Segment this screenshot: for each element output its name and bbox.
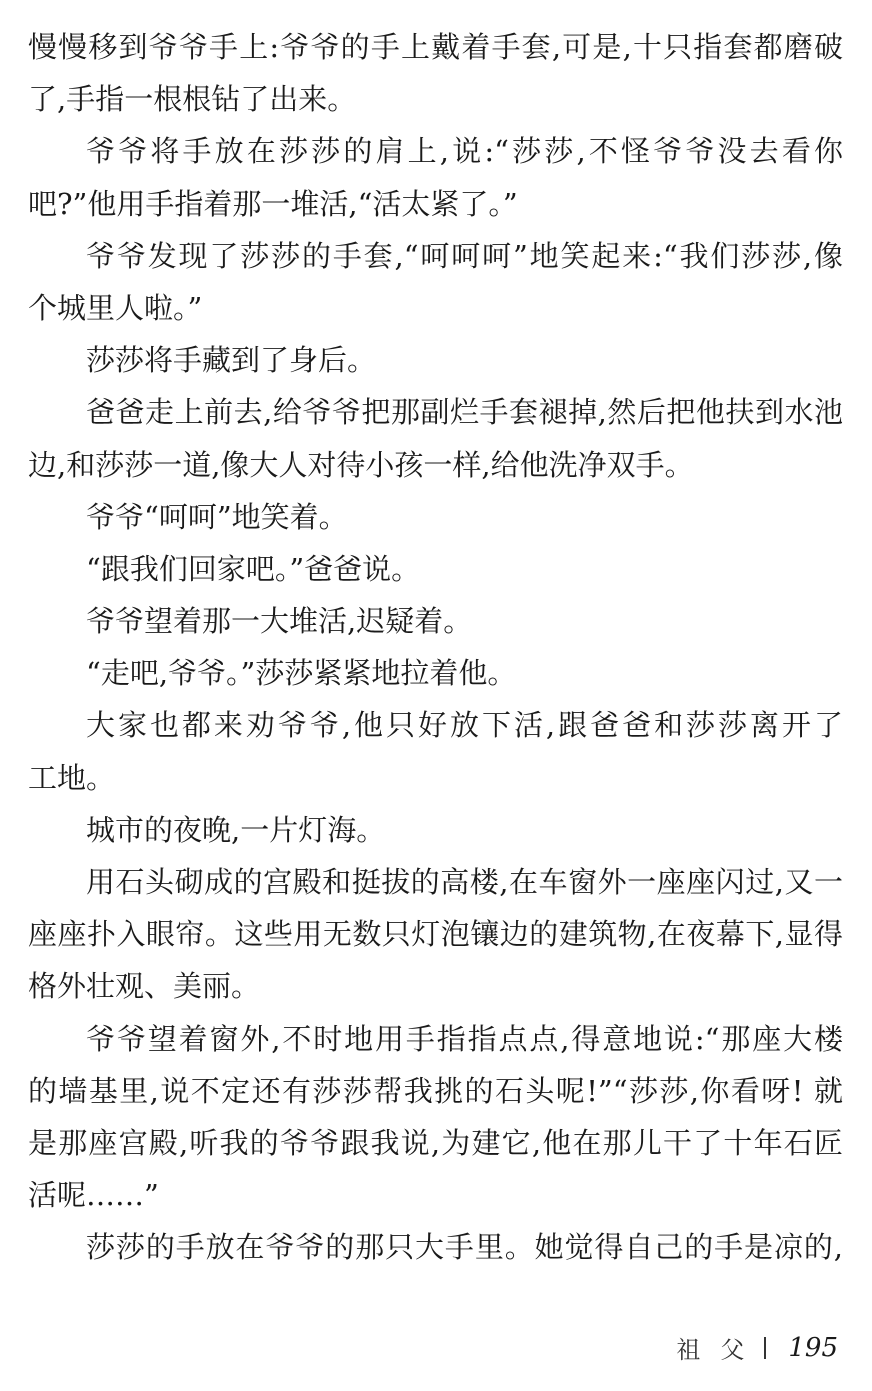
footer-divider [764,1337,766,1359]
text-line: 活呢……” [28,1178,159,1213]
page-footer [676,1330,838,1365]
text-line: 大家也都来劝爷爷,他只好放下活,跟爸爸和莎莎离开了 [86,708,843,743]
body-text [28,21,843,1274]
text-line: 是那座宫殿,听我的爷爷跟我说,为建它,他在那儿干了十年石匠 [28,1125,843,1160]
text-line: 爸爸走上前去,给爷爷把那副烂手套褪掉,然后把他扶到水池 [86,395,843,430]
text-line: “跟我们回家吧。”爸爸说。 [86,551,421,586]
chapter-title: 祖父 [676,1336,765,1364]
text-line: 爷爷发现了莎莎的手套,“呵呵呵”地笑起来:“我们莎莎,像 [86,238,843,273]
text-line: 吧?”他用手指着那一堆活,“活太紧了。” [28,186,518,221]
text-line: 座座扑入眼帘。这些用无数只灯泡镶边的建筑物,在夜幕下,显得 [28,917,843,952]
text-line: 边,和莎莎一道,像大人对待小孩一样,给他洗净双手。 [28,447,694,482]
text-line: 莎莎将手藏到了身后。 [86,343,377,378]
text-line: 爷爷“呵呵”地笑着。 [86,499,348,534]
text-line: 爷爷望着那一大堆活,迟疑着。 [86,604,473,639]
text-line: 个城里人啦。” [28,290,203,325]
text-line: 了,手指一根根钻了出来。 [28,82,357,117]
text-line: 用石头砌成的宫殿和挺拔的高楼,在车窗外一座座闪过,又一 [86,865,843,899]
text-line: 莎莎的手放在爷爷的那只大手里。她觉得自己的手是凉的, [86,1230,843,1265]
page-number: 195 [788,1332,838,1363]
text-line: 爷爷望着窗外,不时地用手指指点点,得意地说:“那座大楼 [86,1021,843,1056]
text-line: 格外壮观、美丽。 [28,969,261,1004]
text-line: 爷爷将手放在莎莎的肩上,说:“莎莎,不怪爷爷没去看你 [86,134,843,169]
text-line: 的墙基里,说不定还有莎莎帮我挑的石头呢!”“莎莎,你看呀! 就 [28,1073,843,1108]
text-line: 慢慢移到爷爷手上:爷爷的手上戴着手套,可是,十只指套都磨破 [28,30,843,64]
text-line: 工地。 [28,760,116,795]
text-line: “走吧,爷爷。”莎莎紧紧地拉着他。 [86,656,517,691]
text-line: 城市的夜晚,一片灯海。 [86,812,386,847]
